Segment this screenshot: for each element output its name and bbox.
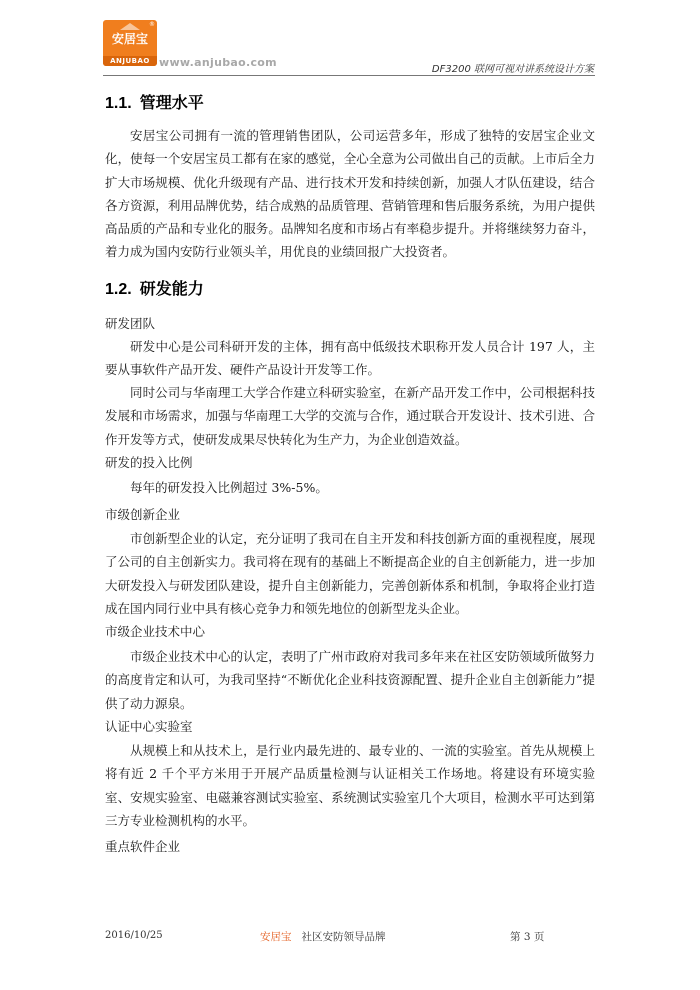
lab-paragraph: 从规模上和从技术上，是行业内最先进的、最专业的、一流的实验室。首先从规模上将有近 2 千个平方米用于开展产品质量检测与认证相关工作场地。将建设有环境实验室、安规实验室、电磁兼容测试实验室、系统测试实验室几个大项目，检测水平可达到第三方专业检测机构的水平。 xyxy=(105,743,595,828)
section-heading-management xyxy=(105,90,204,113)
section-heading-rd xyxy=(105,276,204,299)
page-number: 第 3 页 xyxy=(510,931,545,943)
rd-investment-label: 研发的投入比例 xyxy=(105,455,193,470)
footer-date: 2016/10/25 xyxy=(105,930,163,941)
innovation-paragraph: 市创新型企业的认定，充分证明了我司在自主开发和科技创新方面的重视程度，展现了公司的自主创新实力。我司将在现有的基础上不断提高企业的自主创新能力，进一步加大研发投入与研发团队建设，提升自主创新能力，完善创新体系和机制，争取将企业打造成在国内同行业中具有核心竞争力和领先地位的创新型龙头企业。 xyxy=(105,531,595,616)
rd-team-paragraph-2: 同时公司与华南理工大学合作建立科研实验室，在新产品开发工作中，公司根据科技发展和市场需求，加强与华南理工大学的交流与合作，通过联合开发设计、技术引进、合作开发等方式，使研发成果尽快转化为生产力，为企业创造效益。 xyxy=(105,385,595,447)
innovation-label: 市级创新企业 xyxy=(105,507,181,522)
footer-slogan: 社区安防领导品牌 xyxy=(301,931,386,943)
rd-team-label: 研发团队 xyxy=(105,316,156,331)
footer-brand: 安居宝 xyxy=(260,931,292,943)
section-number: 1.1. xyxy=(105,95,132,112)
tech-center-paragraph: 市级企业技术中心的认定，表明了广州市政府对我司多年来在社区安防领域所做努力的高度肯定和认可，为我司坚持“不断优化企业科技资源配置、提升企业自主创新能力”提供了动力源泉。 xyxy=(105,649,595,711)
rd-team-paragraph-1: 研发中心是公司科研开发的主体，拥有高中低级技术职称开发人员合计 197 人，主要从事软件产品开发、硬件产品设计开发等工作。 xyxy=(105,339,595,378)
rd-investment-paragraph: 每年的研发投入比例超过 3%-5%。 xyxy=(130,480,328,495)
footer-brand-line xyxy=(260,929,386,944)
document-title: DF3200 联网可视对讲系统设计方案 xyxy=(431,64,594,75)
section-number: 1.2. xyxy=(105,281,132,298)
software-label: 重点软件企业 xyxy=(105,839,181,854)
site-url: www.anjubao.com xyxy=(159,56,277,69)
section-title: 管理水平 xyxy=(139,95,204,112)
logo-subtext: ANJUBAO xyxy=(103,56,157,66)
registered-mark: ® xyxy=(149,21,155,28)
management-paragraph: 安居宝公司拥有一流的管理销售团队，公司运营多年，形成了独特的安居宝企业文化，使每一个安居宝员工都有在家的感觉，全心全意为公司做出自己的贡献。上市后全力扩大市场规模、优化升级现有产品、进行技术开发和持续创新，加强人才队伍建设，结合各方资源，利用品牌优势，结合成熟的品质管理、营销管理和售后服务系统，为用户提供高品质的产品和专业化的服务。品牌知名度和市场占有率稳步提升。并将继续努力奋斗，着力成为国内安防行业领头羊，用优良的业绩回报广大投资者。 xyxy=(105,128,595,260)
section-title: 研发能力 xyxy=(139,281,204,298)
header-divider xyxy=(103,75,595,76)
company-logo xyxy=(103,20,157,66)
lab-label: 认证中心实验室 xyxy=(105,719,193,734)
logo-text: 安居宝 xyxy=(111,31,148,46)
tech-center-label: 市级企业技术中心 xyxy=(105,624,206,639)
